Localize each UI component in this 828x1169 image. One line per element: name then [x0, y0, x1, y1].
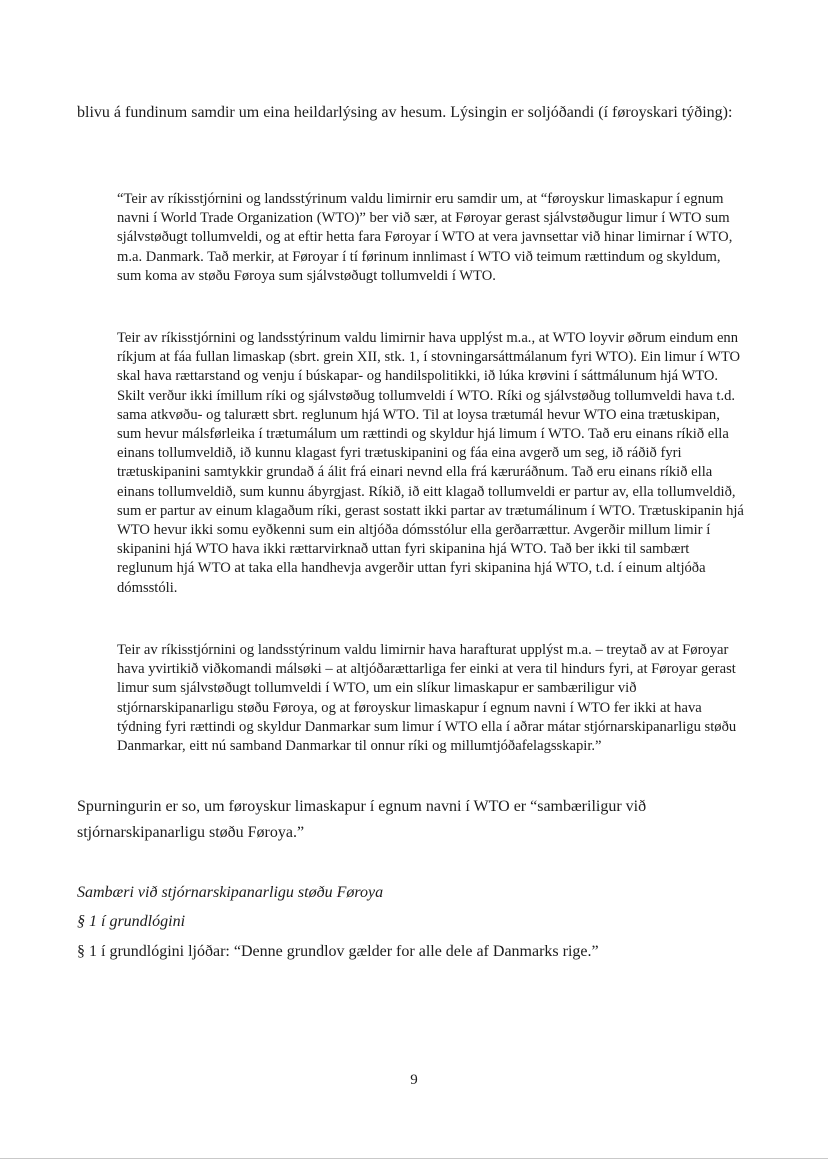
question-paragraph: Spurningurin er so, um føroyskur limaskapur í egnum navni í WTO er “sambæriligur við stjórnarskipanarligu støðu Føroya.”	[77, 798, 647, 841]
bottom-divider	[0, 1158, 828, 1159]
section-heading: Sambæri við stjórnarskipanarligu støðu Føroya	[77, 884, 384, 901]
section-paragraph: § 1 í grundlógini ljóðar: “Denne grundlov gælder for alle dele af Danmarks rige.”	[77, 943, 599, 960]
quote-paragraph-2: Teir av ríkisstjórnini og landsstýrinum valdu limirnir hava upplýst m.a., at WTO loyvir øðrum eindum enn ríkjum at fáa fullan limaskap (sbrt. grein XII, stk. 1, í stovningarsáttmálanum fyri WTO). Ein limur í WTO skal hava rættarstand og venju í búskapar- og handilspolitikki, ið lúka krøvini í sáttmálunum hjá WTO. Skilt verður ikki ímillum ríki og sjálvstøðug tollumveldi í WTO. Ríki og sjálvstøðug tollumveldi hava t.d. sama atkvøðu- og talurætt sbrt. reglunum hjá WTO. Til at loysa trætumál hevur WTO eina trætuskipan, sum hevur málsførleika í trætumálum um rættindi og skyldur hjá limum í WTO. Tað eru einans ríkið ella einans tollumveldið, ið kunnu klagast fyri trætuskipanini og fáa eina avgerð um seg, ið ráðið fyri trætuskipanini samtykkir grundað á álit frá einari nevnd ella frá kæruráðnum. Tað eru einans ríkið ella einans tollumveldið, sum kunnu ábyrgjast. Ríkið, ið eitt klagað tollumveldi er partur av, ella tollumveldið, sum er partur av einum klagaðum ríki, gerast sostatt ikki partar av trætumálinum í WTO. Trætuskipanin hjá WTO hevur ikki somu eyðkenni sum ein altjóða dómsstólur ella gerðarrættur. Avgerðir millum limir í skipanini hjá WTO hava ikki rættarvirknað uttan fyri skipanina hjá WTO. Tað ber ikki til sambært reglunum hjá WTO at taka ella handhevja avgerðir uttan fyri skipanina hjá WTO, t.d. í einum altjóða dómsstóli.	[117, 330, 744, 596]
quote-paragraph-3: Teir av ríkisstjórnini og landsstýrinum valdu limirnir hava harafturat upplýst m.a. – treytað av at Føroyar hava yvirtikið viðkomandi málsøki – at altjóðarættarliga fer einki at vera til hindurs fyri, at Føroyar gerast limur sum sjálvstøðugt tollumveldi í WTO, um ein slíkur limaskapur er sambæriligur við stjórnarskipanarligu støðu Føroya, og at føroyskur limaskapur í egnum navni í WTO fer ikki at hava týdning fyri rættindi og skyldur Danmarkar sum limur í WTO ella í aðrar mátar stjórnarskipanarligu støðu Danmarkar, eitt nú samband Danmarkar til onnur ríki og millumtjóðafelagsskapir.”	[117, 642, 737, 755]
intro-paragraph: blivu á fundinum samdir um eina heildarlýsing av hesum. Lýsingin er soljóðandi (í føroyskari týðing):	[77, 104, 733, 121]
section-subheading: § 1 í grundlógini	[77, 913, 186, 930]
quote-paragraph-1: “Teir av ríkisstjórnini og landsstýrinum valdu limirnir eru samdir um, at “føroyskur limaskapur í egnum navni í World Trade Organization (WTO)” ber við sær, at Føroyar gerast sjálvstøðugur limur í WTO sum sjálvstøðugt tollumveldi, og at eftir hetta fara Føroyar í WTO at vera javnsettar við hinar limirnar í WTO, m.a. Danmark. Tað merkir, at Føroyar í tí førinum innlimast í WTO við teimum rættindum og skyldum, sum koma av støðu Føroya sum sjálvstøðugt tollumveldi í WTO.	[117, 191, 733, 284]
page-number: 9	[410, 1072, 418, 1088]
